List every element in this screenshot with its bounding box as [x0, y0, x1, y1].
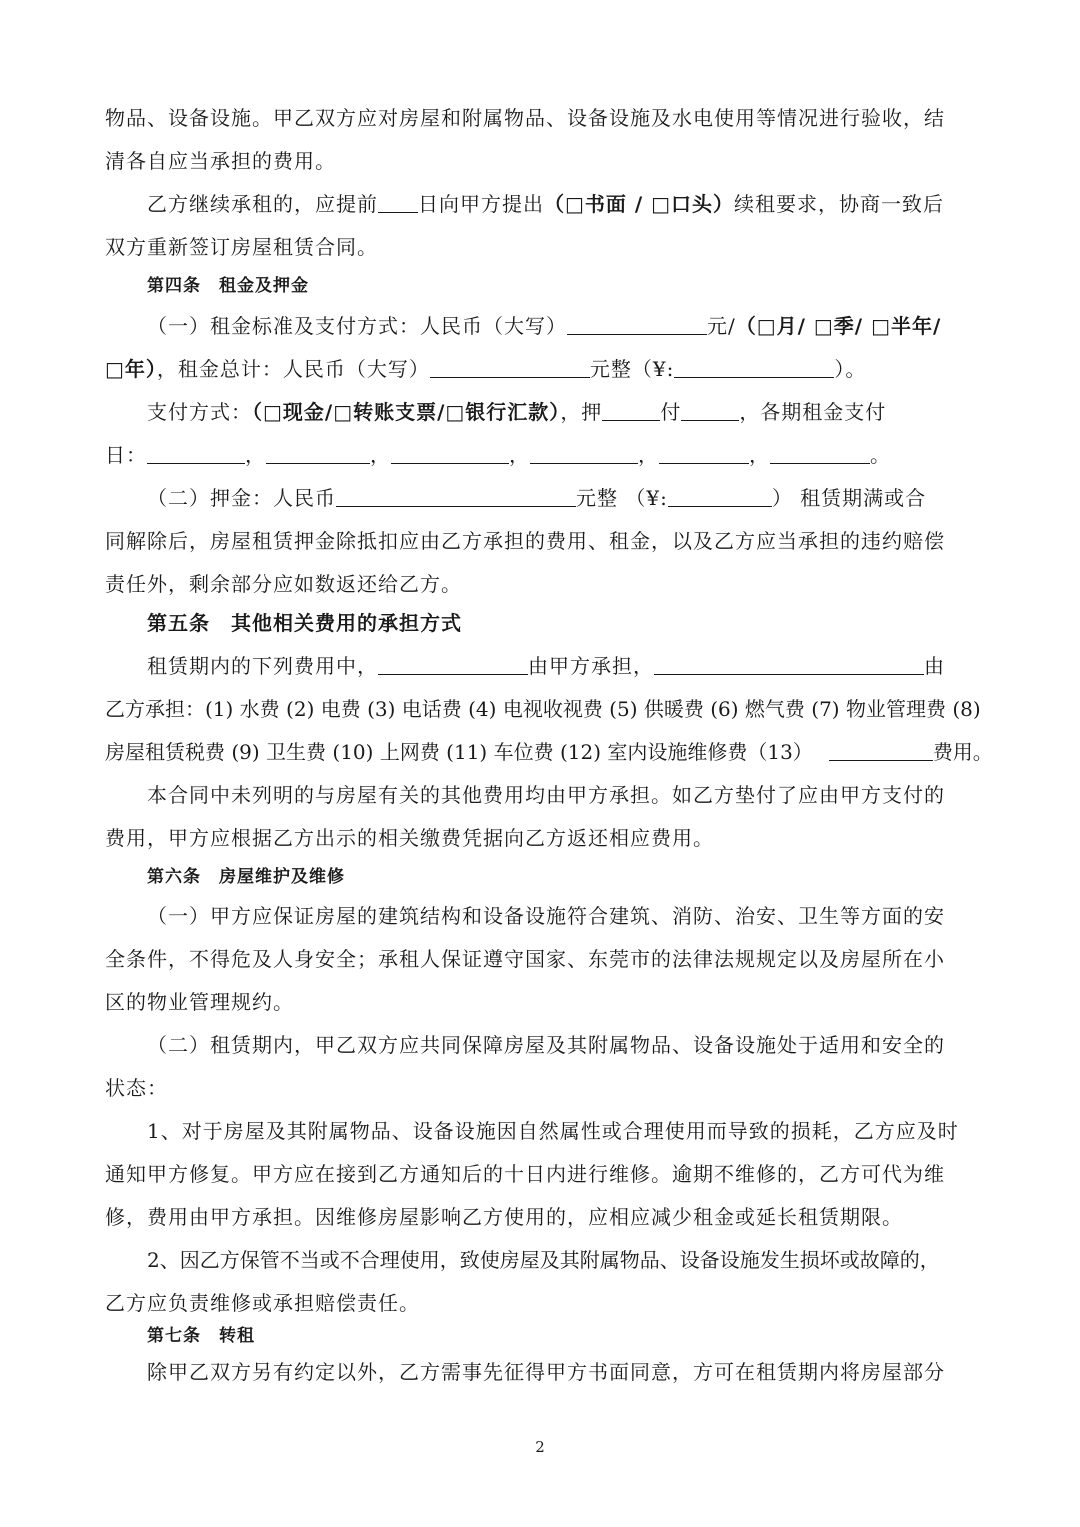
text-line: 本合同中未列明的与房屋有关的其他费用均由甲方承担。如乙方垫付了应由甲方支付的	[147, 783, 945, 807]
text-segment: ） 租赁期满或合	[771, 486, 927, 510]
article-heading: 第七条 转租	[147, 1326, 255, 1346]
page-number: 2	[535, 1438, 545, 1456]
blank-field[interactable]	[659, 445, 749, 464]
text-line: 状态：	[105, 1076, 168, 1100]
blank-field[interactable]	[378, 656, 528, 675]
text-line: （二）租赁期内，甲乙双方应共同保障房屋及其附属物品、设备设施处于适用和安全的	[147, 1033, 945, 1057]
text-line: 通知甲方修复。甲方应在接到乙方通知后的十日内进行维修。逾期不维修的，乙方可代为维	[105, 1162, 945, 1186]
text-line: 乙方承担：(1) 水费 (2) 电费 (3) 电话费 (4) 电视收视费 (5) 供暖费 (6) 燃气费 (7) 物业管理费 (8)	[105, 697, 981, 721]
text-line: 2、因乙方保管不当或不合理使用，致使房屋及其附属物品、设备设施发生损坏或故障的，	[147, 1248, 940, 1272]
text-line: 责任外，剩余部分应如数返还给乙方。	[105, 572, 462, 596]
text-segment: ，	[749, 443, 770, 467]
text-segment: ，押	[560, 400, 603, 424]
rent-total-line	[105, 349, 866, 389]
blank-field[interactable]	[530, 445, 638, 464]
text-segment: ，	[638, 443, 659, 467]
blank-field[interactable]	[674, 359, 834, 378]
blank-field[interactable]	[668, 488, 772, 507]
text-segment: ，	[370, 443, 391, 467]
blank-field[interactable]	[770, 445, 870, 464]
text-line: 双方重新签订房屋租赁合同。	[105, 235, 378, 259]
checkbox-options[interactable]: （□月/ □季/ □半年/	[735, 314, 942, 338]
blank-field[interactable]	[681, 402, 739, 421]
text-line: 物品、设备设施。甲乙双方应对房屋和附属物品、设备设施及水电使用等情况进行验收，结	[105, 106, 945, 130]
text-segment: 支付方式：	[147, 400, 252, 424]
text-segment: 元/	[707, 314, 736, 338]
blank-field[interactable]	[147, 445, 245, 464]
text-segment: ，	[245, 443, 266, 467]
payment-dates-line	[105, 435, 891, 475]
fees-line	[147, 646, 945, 686]
fees-line-2	[105, 732, 993, 772]
text-segment: 元整 （¥:	[576, 486, 668, 510]
text-line: 区的物业管理规约。	[105, 990, 294, 1014]
blank-field[interactable]	[430, 359, 590, 378]
text-segment: 续租要求，协商一致后	[734, 192, 945, 216]
text-segment: ，	[509, 443, 530, 467]
text-segment: 房屋租赁税费 (9) 卫生费 (10) 上网费 (11) 车位费 (12) 室内设施维修费（13）	[105, 740, 813, 764]
text-line: 除甲乙双方另有约定以外，乙方需事先征得甲方书面同意，方可在租赁期内将房屋部分	[147, 1360, 945, 1384]
blank-field[interactable]	[378, 194, 418, 213]
text-segment: 租赁期内的下列费用中，	[147, 654, 378, 678]
text-line: 同解除后，房屋租赁押金除抵扣应由乙方承担的费用、租金，以及乙方应当承担的违约赔偿	[105, 529, 945, 553]
text-line: 清各自应当承担的费用。	[105, 149, 336, 173]
blank-field[interactable]	[336, 488, 576, 507]
blank-field[interactable]	[391, 445, 509, 464]
blank-field[interactable]	[567, 316, 707, 335]
text-line: 乙方应负责维修或承担赔偿责任。	[105, 1291, 420, 1315]
text-line: 1、对于房屋及其附属物品、设备设施因自然属性或合理使用而导致的损耗，乙方应及时	[147, 1119, 959, 1143]
text-line: 修，费用由甲方承担。因维修房屋影响乙方使用的，应相应减少租金或延长租赁期限。	[105, 1205, 903, 1229]
renewal-clause	[147, 184, 944, 224]
text-segment: 。	[870, 443, 891, 467]
text-segment: 日向甲方提出	[418, 192, 544, 216]
text-segment: （一）租金标准及支付方式：人民币（大写）	[147, 314, 567, 338]
article-heading: 第六条 房屋维护及维修	[147, 867, 345, 887]
payment-method-line	[147, 392, 886, 432]
checkbox-option[interactable]: □年）	[105, 357, 157, 381]
text-segment: 日：	[105, 443, 147, 467]
text-segment: ）。	[834, 357, 867, 381]
rent-standard-line	[147, 306, 941, 346]
blank-field[interactable]	[602, 402, 660, 421]
text-segment: ，各期租金支付	[739, 400, 887, 424]
article-heading: 第四条 租金及押金	[147, 276, 309, 296]
text-line: （一）甲方应保证房屋的建筑结构和设备设施符合建筑、消防、治安、卫生等方面的安	[147, 904, 945, 928]
blank-field[interactable]	[829, 742, 933, 761]
blank-field[interactable]	[266, 445, 370, 464]
text-segment: 由	[924, 654, 945, 678]
text-segment: 付	[660, 400, 682, 424]
article-heading: 第五条 其他相关费用的承担方式	[147, 611, 462, 635]
text-line: 全条件，不得危及人身安全；承租人保证遵守国家、东莞市的法律法规规定以及房屋所在小	[105, 947, 945, 971]
checkbox-options[interactable]: （□书面 / □口头）	[544, 192, 735, 216]
blank-field[interactable]	[654, 656, 924, 675]
text-segment: 费用。	[932, 740, 993, 764]
checkbox-options[interactable]: （□现金/□转账支票/□银行汇款）	[252, 400, 561, 424]
text-segment: 由甲方承担，	[528, 654, 654, 678]
text-line: 费用，甲方应根据乙方出示的相关缴费凭据向乙方返还相应费用。	[105, 826, 714, 850]
deposit-line	[147, 478, 926, 518]
text-segment: （二）押金：人民币	[147, 486, 336, 510]
text-segment: 乙方继续承租的，应提前	[147, 192, 378, 216]
text-segment: ，租金总计：人民币（大写）	[156, 357, 430, 381]
text-segment: 元整（¥:	[589, 357, 675, 381]
